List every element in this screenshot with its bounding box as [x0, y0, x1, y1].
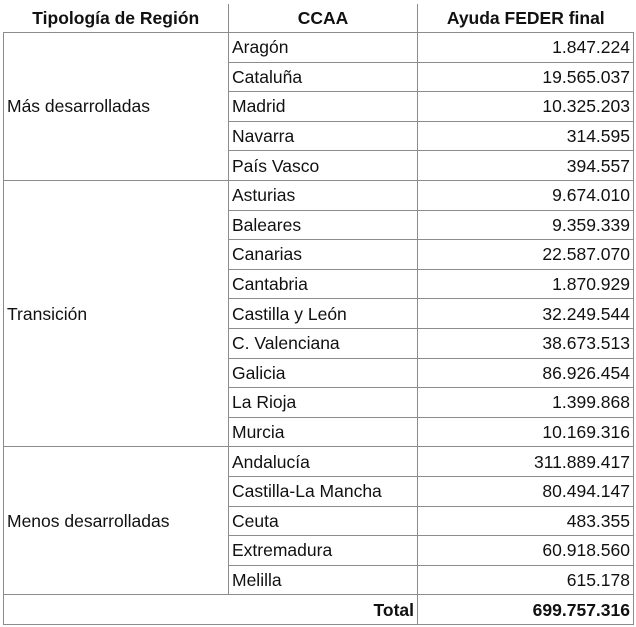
ccaa-cell: Baleares [229, 210, 418, 240]
ccaa-cell: Galicia [229, 358, 418, 388]
amount-cell: 86.926.454 [418, 358, 634, 388]
amount-cell: 19.565.037 [418, 62, 634, 92]
ccaa-cell: La Rioja [229, 388, 418, 418]
ccaa-cell: Asturias [229, 180, 418, 210]
amount-cell: 1.399.868 [418, 388, 634, 418]
table-header [4, 4, 634, 33]
amount-cell: 394.557 [418, 151, 634, 181]
table-row [4, 447, 634, 477]
amount-cell: 32.249.544 [418, 299, 634, 329]
ccaa-cell: Castilla y León [229, 299, 418, 329]
amount-cell: 10.169.316 [418, 417, 634, 447]
table-body [4, 33, 634, 625]
amount-cell: 38.673.513 [418, 328, 634, 358]
amount-cell: 314.595 [418, 121, 634, 151]
header-row [4, 4, 634, 33]
table-row [4, 33, 634, 63]
header-tipologia: Tipología de Región [4, 4, 229, 33]
ccaa-cell: Castilla-La Mancha [229, 476, 418, 506]
amount-cell: 311.889.417 [418, 447, 634, 477]
amount-cell: 1.870.929 [418, 269, 634, 299]
total-row [4, 595, 634, 625]
amount-cell: 22.587.070 [418, 240, 634, 270]
total-label: Total [4, 595, 418, 625]
ccaa-cell: C. Valenciana [229, 328, 418, 358]
amount-cell: 615.178 [418, 565, 634, 595]
ccaa-cell: Extremadura [229, 536, 418, 566]
ccaa-cell: Cantabria [229, 269, 418, 299]
region-type-cell: Transición [4, 180, 229, 446]
amount-cell: 60.918.560 [418, 536, 634, 566]
amount-cell: 1.847.224 [418, 33, 634, 63]
region-type-cell: Menos desarrolladas [4, 447, 229, 595]
region-type-cell: Más desarrolladas [4, 33, 229, 181]
ccaa-cell: Canarias [229, 240, 418, 270]
ccaa-cell: País Vasco [229, 151, 418, 181]
amount-cell: 10.325.203 [418, 92, 634, 122]
ccaa-cell: Cataluña [229, 62, 418, 92]
table-row [4, 180, 634, 210]
ccaa-cell: Murcia [229, 417, 418, 447]
ccaa-cell: Andalucía [229, 447, 418, 477]
total-amount: 699.757.316 [418, 595, 634, 625]
ccaa-cell: Ceuta [229, 506, 418, 536]
ccaa-cell: Madrid [229, 92, 418, 122]
amount-cell: 9.359.339 [418, 210, 634, 240]
ccaa-cell: Melilla [229, 565, 418, 595]
header-ccaa: CCAA [229, 4, 418, 33]
ccaa-cell: Aragón [229, 33, 418, 63]
amount-cell: 9.674.010 [418, 180, 634, 210]
feder-aid-table [3, 4, 634, 625]
ccaa-cell: Navarra [229, 121, 418, 151]
amount-cell: 80.494.147 [418, 476, 634, 506]
header-ayuda: Ayuda FEDER final [418, 4, 634, 33]
amount-cell: 483.355 [418, 506, 634, 536]
